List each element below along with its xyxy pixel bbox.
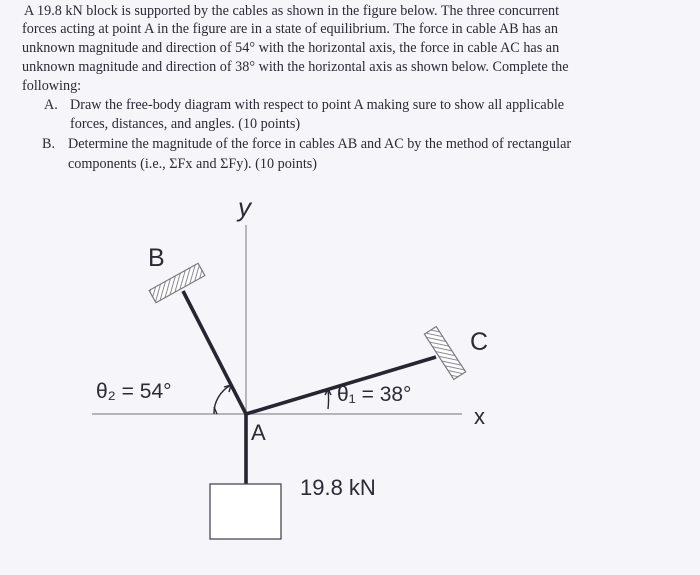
part-b-line-1: Determine the magnitude of the force in cables AB and AC by the method of rectangular bbox=[68, 136, 572, 152]
point-a-label: A bbox=[251, 420, 266, 445]
point-c-label: C bbox=[470, 328, 489, 356]
problem-line-5: following: bbox=[22, 78, 82, 94]
part-a-line-2: forces, distances, and angles. (10 points) bbox=[70, 116, 301, 132]
part-b-line-2: components (i.e., ΣFx and ΣFy). (10 points) bbox=[68, 156, 318, 172]
problem-line-2: forces acting at point A in the figure are in a state of equilibrium. The force in cable AB has an bbox=[22, 21, 558, 37]
theta2-angle-arc bbox=[214, 385, 231, 414]
cable-ab bbox=[183, 291, 246, 414]
problem-line-4: unknown magnitude and direction of 38° with the horizontal axis as shown below. Complete the bbox=[22, 59, 569, 75]
part-b-marker: B. bbox=[42, 136, 56, 152]
hanging-block bbox=[210, 484, 281, 539]
y-axis-label: y bbox=[238, 192, 251, 222]
point-b-label: B bbox=[148, 244, 165, 272]
part-a-marker: A. bbox=[44, 97, 58, 113]
problem-line-1: A 19.8 kN block is supported by the cables as shown in the figure below. The three concurrent bbox=[24, 3, 560, 19]
load-label: 19.8 kN bbox=[300, 475, 376, 500]
support-c bbox=[424, 327, 465, 380]
theta1-label: θ₁ = 38° bbox=[337, 383, 412, 406]
problem-line-3: unknown magnitude and direction of 54° with the horizontal axis, the force in cable AC has an bbox=[22, 40, 560, 56]
theta2-label: θ₂ = 54° bbox=[96, 380, 172, 403]
x-axis-label: x bbox=[474, 404, 485, 429]
part-a-line-1: Draw the free-body diagram with respect to point A making sure to show all applicable bbox=[70, 97, 565, 113]
theta1-angle-arc bbox=[328, 390, 329, 409]
